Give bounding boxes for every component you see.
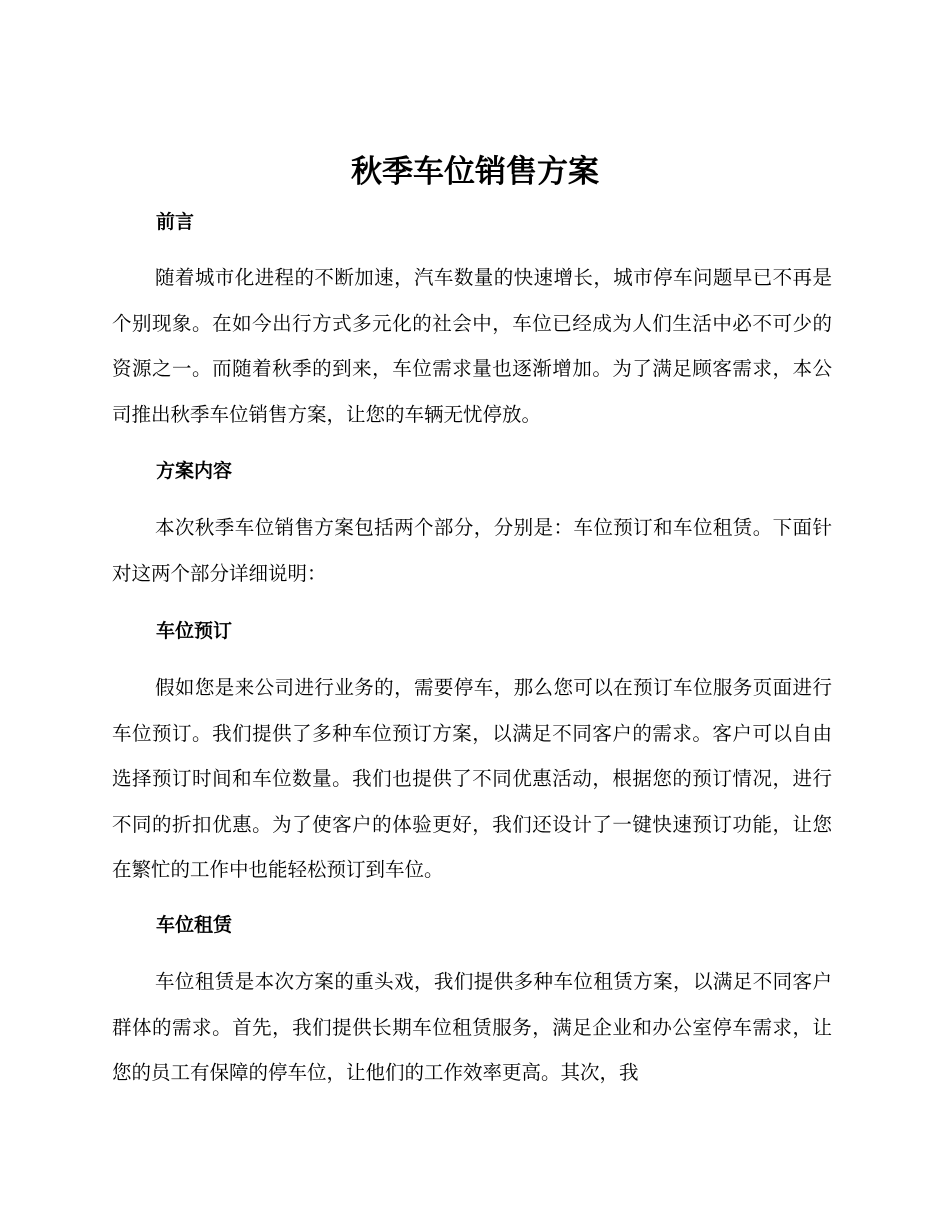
section-heading-preface: 前言: [156, 211, 195, 233]
section-heading-plan-content: 方案内容: [156, 460, 233, 482]
section-paragraph-preface: 随着城市化进程的不断加速，汽车数量的快速增长，城市停车问题早已不再是个别现象。在如今出行方式多元化的社会中，车位已经成为人们生活中必不可少的资源之一。而随着秋季的到来，车位需求量也逐渐增加。为了满足顾客需求，本公司推出秋季车位销售方案，让您的车辆无忧停放。: [112, 266, 832, 426]
section-paragraph-reservation: 假如您是来公司进行业务的，需要停车，那么您可以在预订车位服务页面进行车位预订。我们提供了多种车位预订方案，以满足不同客户的需求。客户可以自由选择预订时间和车位数量。我们也提供了不同优惠活动，根据您的预订情况，进行不同的折扣优惠。为了使客户的体验更好，我们还设计了一键快速预订功能，让您在繁忙的工作中也能轻松预订到车位。: [112, 676, 832, 881]
section-paragraph-plan-content: 本次秋季车位销售方案包括两个部分，分别是：车位预订和车位租赁。下面针对这两个部分详细说明：: [112, 516, 832, 585]
section-heading-rental: 车位租赁: [156, 914, 233, 936]
document-title: 秋季车位销售方案: [351, 154, 599, 190]
section-paragraph-rental: 车位租赁是本次方案的重头戏，我们提供多种车位租赁方案，以满足不同客户群体的需求。首先，我们提供长期车位租赁服务，满足企业和办公室停车需求，让您的员工有保障的停车位，让他们的工作效率更高。其次，我: [112, 970, 832, 1084]
section-heading-reservation: 车位预订: [156, 620, 233, 642]
